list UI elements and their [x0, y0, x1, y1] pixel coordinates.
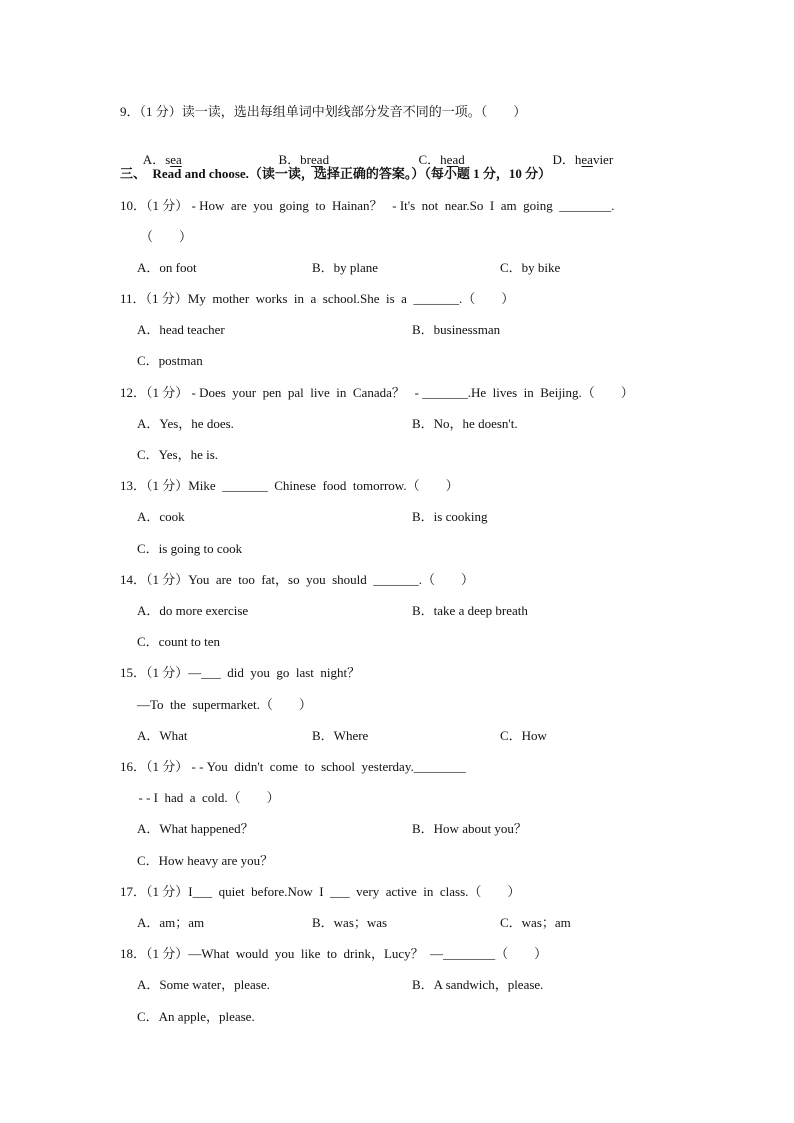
question-11-option-b[interactable]: B．businessman: [412, 322, 501, 337]
question-15-option-b[interactable]: B．Where: [312, 728, 369, 743]
question-13-option-a[interactable]: A．cook: [137, 509, 185, 524]
question-11-option-a[interactable]: A．head teacher: [137, 322, 225, 337]
question-10-answer-bracket: （ ）: [140, 229, 193, 244]
question-15-stem: 15．（1 分）—___ did you go last night？: [120, 665, 361, 680]
underlined-sound: ea: [311, 152, 323, 167]
question-10-option-b[interactable]: B．by plane: [312, 260, 379, 275]
question-16-option-b[interactable]: B．How about you？: [412, 821, 527, 836]
question-11-option-c[interactable]: C．postman: [137, 353, 203, 368]
question-13-option-c[interactable]: C．is going to cook: [137, 541, 243, 556]
question-18-stem: 18．（1 分）—What would you like to drink，Lucy？ —________（ ）: [120, 946, 548, 961]
question-16-option-a[interactable]: A．What happened？: [137, 821, 254, 836]
question-13-option-b[interactable]: B．is cooking: [412, 509, 488, 524]
question-14-option-b[interactable]: B．take a deep breath: [412, 603, 528, 618]
question-18-option-b[interactable]: B．A sandwich，please.: [412, 977, 544, 992]
section-3-heading: 三、 Read and choose.（读一读，选择正确的答案。）（每小题 1 分，10 分）: [120, 166, 552, 181]
question-11-stem: 11．（1 分）My mother works in a school.She is a _______.（ ）: [120, 291, 515, 306]
question-10-option-a[interactable]: A．on foot: [137, 260, 197, 275]
question-12-option-b[interactable]: B．No，he doesn't.: [412, 416, 518, 431]
question-15-reply: —To the supermarket.（ ）: [137, 697, 312, 712]
question-12-stem: 12．（1 分） - Does your pen pal live in Canada？ - _______.He lives in Beijing.（ ）: [120, 385, 634, 400]
question-17-option-c[interactable]: C．was；am: [500, 915, 571, 930]
question-16-reply: - - I had a cold.（ ）: [132, 790, 280, 805]
question-9-stem: 9．（1 分）读一读，选出每组单词中划线部分发音不同的一项。（ ）: [120, 104, 527, 119]
underlined-sound: ea: [170, 152, 182, 167]
question-10-option-c[interactable]: C．by bike: [500, 260, 561, 275]
option-letter: A．: [142, 152, 166, 167]
option-letter: C．: [418, 152, 441, 167]
option-letter: B．: [278, 152, 301, 167]
question-13-stem: 13．（1 分）Mike _______ Chinese food tomorrow.（ ）: [120, 478, 459, 493]
question-17-stem: 17．（1 分）I___ quiet before.Now I ___ very active in class.（ ）: [120, 884, 521, 899]
question-9-option-a[interactable]: A．sea: [142, 152, 182, 167]
option-letter: D．: [552, 152, 575, 167]
question-18-option-c[interactable]: C．An apple，please.: [137, 1009, 255, 1024]
question-14-stem: 14．（1 分）You are too fat，so you should _______.（ ）: [120, 572, 475, 587]
underlined-sound: ea: [446, 152, 459, 167]
question-15-option-a[interactable]: A．What: [137, 728, 188, 743]
question-16-stem: 16．（1 分） - - You didn't come to school yesterday.________: [120, 759, 466, 774]
question-12-option-a[interactable]: A．Yes，he does.: [137, 416, 234, 431]
question-17-option-a[interactable]: A．am；am: [137, 915, 205, 930]
question-16-option-c[interactable]: C．How heavy are you？: [137, 853, 274, 868]
question-12-option-c[interactable]: C．Yes，he is.: [137, 447, 219, 462]
question-9-option-d[interactable]: D．heavier: [552, 152, 614, 167]
question-15-option-c[interactable]: C．How: [500, 728, 547, 743]
underlined-sound: ea: [581, 152, 593, 167]
question-14-option-a[interactable]: A．do more exercise: [137, 603, 249, 618]
question-14-option-c[interactable]: C．count to ten: [137, 634, 221, 649]
question-18-option-a[interactable]: A．Some water，please.: [137, 977, 270, 992]
question-9-option-c[interactable]: C．head: [418, 152, 465, 167]
question-9-option-b[interactable]: B．bread: [278, 152, 330, 167]
question-17-option-b[interactable]: B．was；was: [312, 915, 388, 930]
question-10-stem: 10．（1 分） - How are you going to Hainan？ - It's not near.So I am going ________.: [120, 198, 615, 213]
